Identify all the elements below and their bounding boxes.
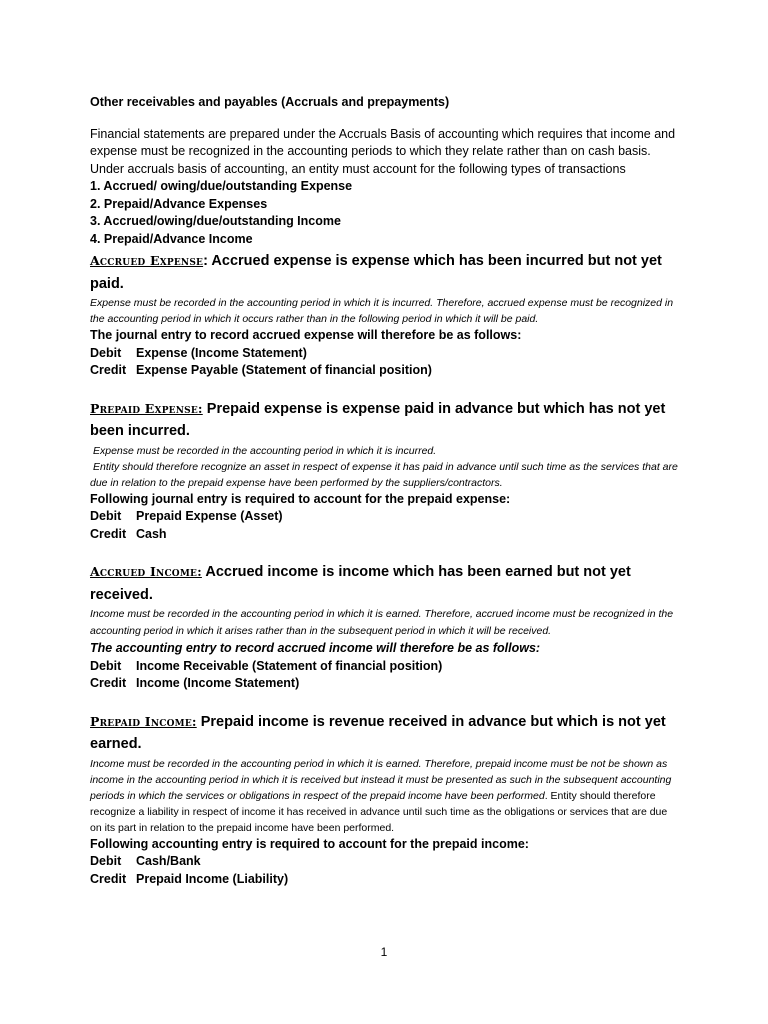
section-tag-separator: : bbox=[203, 253, 208, 269]
credit-line bbox=[90, 526, 680, 544]
section-tag: Prepaid Expense: bbox=[90, 400, 203, 416]
debit-label: Debit bbox=[90, 345, 122, 360]
section-accrued-expense bbox=[90, 250, 680, 380]
list-item: 2. Prepaid/Advance Expenses bbox=[90, 196, 268, 211]
debit-value: Prepaid Expense (Asset) bbox=[136, 509, 283, 523]
debit-label: Debit bbox=[90, 509, 122, 523]
section-heading bbox=[90, 711, 680, 756]
entry-intro: Following journal entry is required to account for the prepaid expense: bbox=[90, 491, 511, 506]
section-heading-text: Accrued income is income which has been earned but not yet received. bbox=[90, 564, 631, 603]
section-note: Income must be recorded in the accounting period in which it is earned. Therefore, accrued income must be recognized in the accounting period in which it arises rather than in the subsequent period in which it will be received. bbox=[90, 608, 674, 637]
debit-line bbox=[90, 508, 680, 526]
section-heading bbox=[90, 250, 680, 295]
credit-value: Expense Payable (Statement of financial position) bbox=[136, 363, 432, 377]
section-accrued-income bbox=[90, 561, 680, 693]
entry-intro: The accounting entry to record accrued income will therefore be as follows: bbox=[90, 641, 541, 655]
section-note-italic: Income must be recorded in the accounting period in which it is earned. Therefore, prepaid income must be not be shown as income in the accounting period in which it is received but instead it must be presented as such in the subsequent accounting periods in which the services or obligations in respect of the prepaid income have been performed bbox=[90, 757, 672, 802]
debit-value: Expense (Income Statement) bbox=[136, 345, 307, 360]
transaction-types-list bbox=[90, 178, 680, 248]
list-item: 3. Accrued/owing/due/outstanding Income bbox=[90, 214, 341, 228]
credit-line bbox=[90, 871, 680, 889]
section-heading-text: Prepaid income is revenue received in advance but which is not yet earned. bbox=[90, 713, 666, 752]
page-number: 1 bbox=[380, 945, 388, 959]
section-prepaid-income bbox=[90, 711, 680, 889]
intro-paragraph-2: Under accruals basis of accounting, an entity must account for the following types of transactions bbox=[90, 161, 626, 176]
debit-line bbox=[90, 345, 680, 363]
debit-line bbox=[90, 658, 680, 676]
credit-label: Credit bbox=[90, 871, 127, 886]
credit-line bbox=[90, 362, 680, 380]
document-title: Other receivables and payables (Accruals and prepayments) bbox=[90, 95, 450, 109]
section-gap bbox=[90, 693, 680, 711]
credit-label: Credit bbox=[90, 363, 127, 377]
credit-value: Income (Income Statement) bbox=[136, 676, 300, 690]
section-tag: Prepaid Income: bbox=[90, 713, 197, 729]
debit-line bbox=[90, 853, 680, 871]
debit-value: Cash/Bank bbox=[136, 854, 201, 868]
credit-value: Prepaid Income (Liability) bbox=[136, 871, 289, 886]
section-heading bbox=[90, 561, 680, 606]
section-tag: Accrued Expense bbox=[90, 253, 204, 268]
debit-label: Debit bbox=[90, 658, 122, 673]
section-tag: Accrued Income: bbox=[90, 564, 202, 579]
debit-value: Income Receivable (Statement of financial position) bbox=[136, 658, 443, 673]
section-note bbox=[90, 756, 680, 836]
credit-label: Credit bbox=[90, 676, 127, 690]
section-heading-text: Accrued expense is expense which has been incurred but not yet paid. bbox=[90, 253, 662, 292]
entry-intro: Following accounting entry is required to account for the prepaid income: bbox=[90, 836, 529, 851]
credit-value: Cash bbox=[136, 526, 167, 541]
debit-label: Debit bbox=[90, 854, 122, 868]
list-item: 4. Prepaid/Advance Income bbox=[90, 231, 253, 246]
section-gap bbox=[90, 543, 680, 561]
section-heading bbox=[90, 398, 680, 443]
section-note-plain: . Entity should therefore recognize a liability in respect of income it has received in advance until such time as the obligations or services that are due on its part in relation to the prepaid income have been performed. bbox=[90, 789, 668, 834]
section-note: Entity should therefore recognize an asset in respect of expense it has paid in advance until such time as the services that are due in relation to the prepaid expense have been performed by the suppliers/contractors. bbox=[90, 460, 678, 489]
list-item: 1. Accrued/ owing/due/outstanding Expense bbox=[90, 179, 353, 193]
section-heading-text: Prepaid expense is expense paid in advance but which has not yet been incurred. bbox=[90, 400, 666, 439]
credit-line bbox=[90, 675, 680, 693]
section-prepaid-expense bbox=[90, 398, 680, 544]
section-note: Expense must be recorded in the accounting period in which it is incurred. Therefore, accrued expense must be recognized in the accounting period in which it occurs rather than in the following period in which it will be paid. bbox=[90, 297, 674, 325]
entry-intro: The journal entry to record accrued expense will therefore be as follows: bbox=[90, 328, 522, 342]
section-gap bbox=[90, 380, 680, 398]
document-body bbox=[90, 94, 680, 888]
intro-paragraph-1: Financial statements are prepared under the Accruals Basis of accounting which requires that income and expense must be recognized in the accounting periods to which they relate rather than on cash basis. bbox=[90, 126, 676, 158]
credit-label: Credit bbox=[90, 526, 127, 541]
section-note: Expense must be recorded in the accounting period in which it is incurred. bbox=[93, 444, 437, 457]
